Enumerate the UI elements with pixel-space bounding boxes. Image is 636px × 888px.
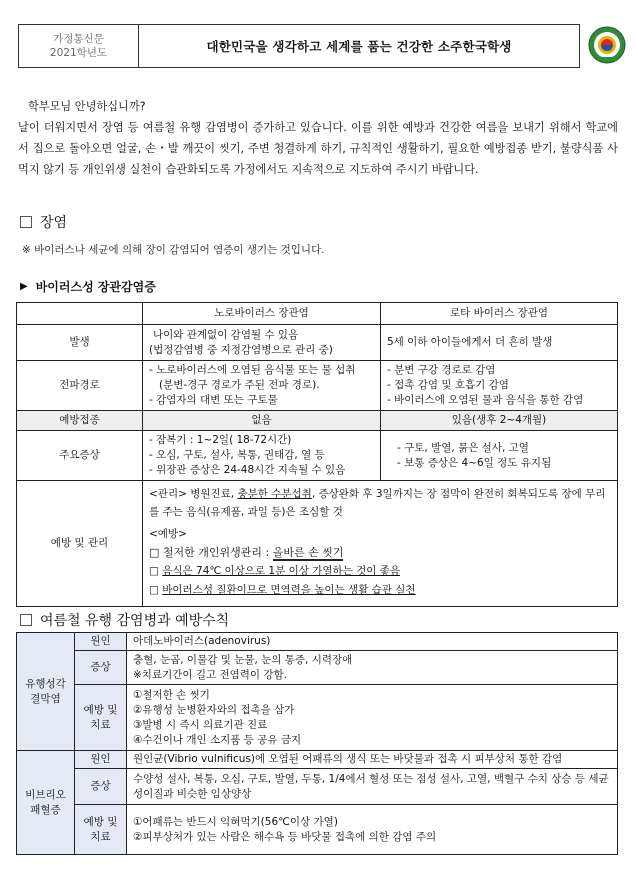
col-noro: 노로바이러스 장관염: [143, 303, 381, 325]
greeting: 학부모님 안녕하십니까?: [28, 100, 146, 113]
disease-2-prevention: [127, 805, 618, 855]
viral-enteritis-table: [16, 302, 618, 607]
noro-symptom-line1: - 잠복기 : 1~2일( 18-72시간): [149, 434, 292, 446]
noro-symptom-line3: - 위장관 증상은 24-48시간 지속될 수 있음: [149, 464, 346, 476]
row-label-route: 전파경로: [17, 361, 143, 411]
disease-2-prevent-label: 예방 및 치료: [75, 805, 127, 855]
management-prefix: <관리> 병원진료,: [149, 488, 238, 500]
newsletter-header: [18, 24, 580, 68]
disease-1-symptom-line1: 충혈, 눈곱, 이물감 및 눈물, 눈의 통증, 시력장애: [133, 653, 353, 666]
summer-disease-label: 여름철 유행 감염병과 예방수칙: [40, 613, 230, 629]
disease-1-prevent-2: ②유행성 눈병환자와의 접촉을 삼가: [133, 703, 295, 716]
row-label-occurrence: 발생: [17, 325, 143, 361]
prevent-item-2-underlined: 음식은 74℃ 이상으로 1분 이상 가열하는 것이 좋음: [162, 565, 401, 577]
prevent-item-2-prefix: □: [149, 565, 163, 577]
checkbox-square-icon: [20, 216, 32, 228]
noro-vaccine: 없음: [143, 411, 381, 431]
rota-route-line3: - 바이러스에 오염된 물과 음식을 통한 감염: [387, 394, 584, 406]
row-label-prevention: 예방 및 관리: [17, 481, 143, 607]
corner-cell: [17, 303, 143, 325]
management-suffix: , 증상완화 후 3일까지는 장 점막이 완전히 회복되도록 장에 무리를 주는 음식(유제품, 과일 등)은 조심할 것: [149, 488, 606, 518]
rota-vaccine: 있음(생후 2~4개월): [381, 411, 618, 431]
management-underlined: 충분한 수분섭취: [237, 488, 312, 500]
row-label-symptoms: 주요증상: [17, 431, 143, 481]
noro-occurrence-line1: 나이와 관계없이 감염될 수 있음: [153, 328, 299, 341]
prevent-item-1-prefix: □ 철저한 개인위생관리 :: [149, 546, 273, 559]
summer-disease-table: [16, 632, 618, 855]
checkbox-square-icon: [20, 614, 32, 626]
disease-2-prevent-2: ②피부상처가 있는 사람은 해수욕 등 바닷물 접촉에 의한 감염 주의: [133, 830, 437, 843]
row-label-vaccine: 예방접종: [17, 411, 143, 431]
disease-1-prevent-label: 예방 및 치료: [75, 685, 127, 751]
noro-occurrence-line2: (법정감염병 중 지정감염병으로 관리 중): [149, 343, 333, 356]
intro-body: 날이 더워지면서 장염 등 여름철 유행 감염병이 증가하고 있습니다. 이를 위한 예방과 건강한 여름을 보내기 위해서 학교에서 집으로 돌아오면 얼굴, 손・발 깨끗이 씻기, 주변 청결하게 하기, 규칙적인 생활하기, 필요한 예방접종 받기, 불량식품 사먹지 않기 등 개인위생 실천이 습관화되도록 가정에서도 지속적으로 지도하여 주시기 바랍니다.: [18, 121, 618, 176]
col-rota: 로타 바이러스 장관염: [381, 303, 618, 325]
viral-enteritis-title: [20, 278, 156, 295]
disease-1-prevention: [127, 685, 618, 751]
noro-symptom-line2: - 오심, 구토, 설사, 복통, 권태감, 열 등: [149, 449, 325, 461]
noro-route-line2: (분변-경구 경로가 주된 전파 경로).: [159, 379, 320, 391]
prevent-item-3-underlined: 바이러스성 질환이므로 면역력을 높이는 생활 습관 실천: [162, 584, 416, 596]
rota-symptom-line2: - 보통 증상은 4~6일 정도 유지됨: [397, 456, 552, 469]
rota-route-line2: - 접촉 감염 및 호흡기 감염: [387, 379, 509, 391]
prevention-cell: [143, 481, 618, 607]
disease-1-symptom-label: 증상: [75, 651, 127, 685]
disease-2-cause: 원인균(Vibrio vulnificus)에 오염된 어패류의 생식 또는 바닷물과 접촉 시 피부상처 통한 감염: [127, 751, 618, 769]
prevent-head: <예방>: [149, 528, 187, 540]
school-year: 2021학년도: [49, 47, 108, 59]
enteritis-note: ※ 바이러스나 세균에 의해 장이 감염되어 염증이 생기는 것입니다.: [22, 244, 325, 256]
header-left-cell: [19, 25, 139, 67]
summer-disease-title: [20, 610, 229, 630]
viral-enteritis-label: 바이러스성 장관감염증: [35, 280, 156, 294]
disease-1-name: 유행성각결막염: [17, 633, 75, 751]
intro-text: [18, 96, 618, 180]
disease-1-prevent-4: ④수건이나 개인 소지품 등 공유 금지: [133, 733, 302, 746]
rota-occurrence: 5세 이하 아이들에게서 더 흔히 발생: [381, 325, 618, 361]
rota-symptoms: [381, 431, 618, 481]
prevent-item-3: [149, 581, 611, 600]
management-text: [149, 485, 611, 521]
disease-2-symptoms: 수양성 설사, 복통, 오심, 구토, 발열, 두통, 1/4에서 혈성 또는 점성 설사, 고열, 백혈구 수치 상승 등 세균성이질과 비슷한 임상양상: [127, 769, 618, 805]
noro-route-line3: - 감염자의 대변 또는 구토물: [149, 394, 278, 406]
prevent-item-3-prefix: □: [149, 584, 163, 596]
disease-2-symptom-label: 증상: [75, 769, 127, 805]
rota-symptom-line1: - 구토, 발열, 묽은 설사, 고열: [397, 441, 529, 454]
disease-2-prevent-1: ①어패류는 반드시 익혀먹기(56℃이상 가열): [133, 815, 338, 828]
school-emblem-icon: [588, 26, 626, 64]
disease-2-name: 비브리오패혈증: [17, 751, 75, 855]
noro-occurrence: [143, 325, 381, 361]
disease-1-prevent-1: ①철저한 손 씻기: [133, 688, 210, 701]
prevent-item-2: [149, 562, 611, 581]
header-title: 대한민국을 생각하고 세계를 품는 건강한 소주한국학생: [206, 39, 512, 54]
prevent-item-1-underlined: 올바른 손 씻기: [272, 546, 344, 559]
disease-1-cause: 아데노바이러스(adenovirus): [127, 633, 618, 651]
section-enteritis-label: 장염: [40, 215, 68, 231]
disease-1-cause-label: 원인: [75, 633, 127, 651]
triangle-bullet-icon: ▶: [20, 281, 28, 292]
section-enteritis-title: [20, 212, 67, 232]
noro-route: [143, 361, 381, 411]
rota-route: [381, 361, 618, 411]
newsletter-label: 가정통신문: [53, 33, 104, 45]
prevent-item-1: [149, 543, 611, 562]
rota-route-line1: - 분변 구강 경로로 감염: [387, 364, 496, 376]
disease-1-symptoms: [127, 651, 618, 685]
noro-route-line1: - 노로바이러스에 오염된 음식물 또는 물 섭취: [149, 364, 356, 376]
disease-1-symptom-line2: ※치료기간이 길고 전염력이 강함.: [133, 668, 288, 681]
disease-2-cause-label: 원인: [75, 751, 127, 769]
disease-1-prevent-3: ③발병 시 즉시 의료기관 진료: [133, 718, 268, 731]
noro-symptoms: [143, 431, 381, 481]
